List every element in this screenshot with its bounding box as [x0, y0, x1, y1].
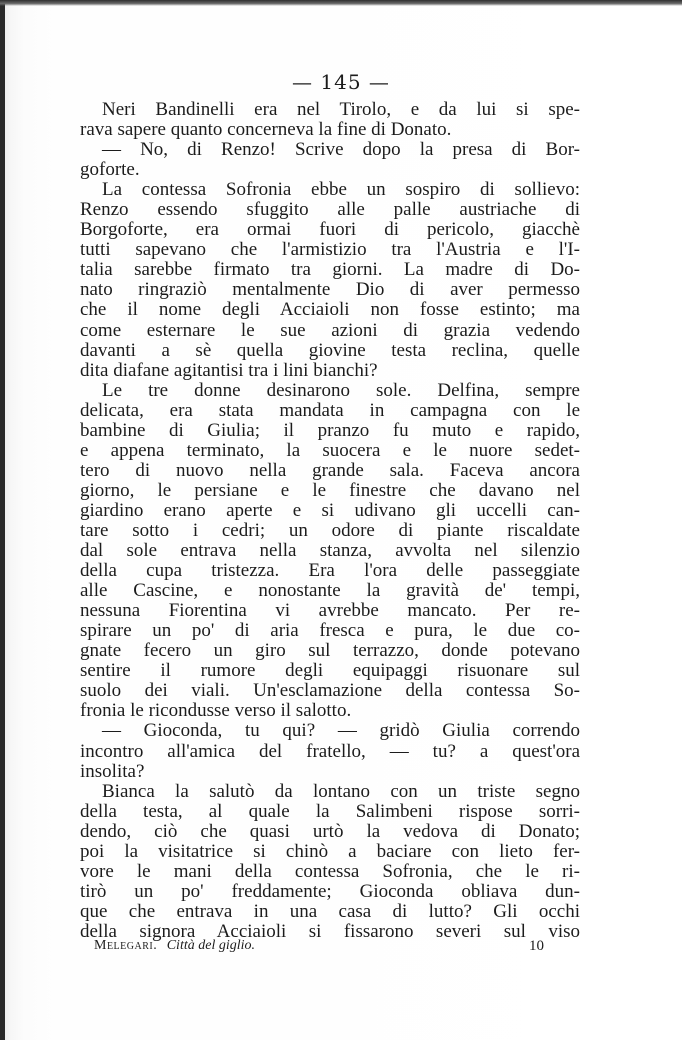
text-line: Borgoforte, era ormai fuori di pericolo, giacchè [80, 219, 580, 241]
text-line: — Gioconda, tu qui? — gridò Giulia correndo [102, 720, 580, 742]
text-line: Neri Bandinelli era nel Tirolo, e da lui si spe- [102, 99, 580, 120]
text-line: dendo, ciò che quasi urtò la vedova di Donato; [80, 820, 580, 842]
text-line: tero di nuovo nella grande sala. Faceva ancora [80, 459, 580, 481]
text-line: dal sole entrava nella stanza, avvolta nel silenzio [80, 540, 580, 562]
text-line: tutti sapevano che l'armistizio tra l'Austria e l'I- [80, 239, 580, 261]
body-text [80, 100, 580, 942]
text-line: come esternare le sue azioni di grazia vedendo [80, 319, 580, 341]
footer-signature-mark: 10 [529, 938, 544, 954]
text-line: Bianca la salutò da lontano con un triste segno [102, 780, 580, 802]
text-line: che il nome degli Acciaioli non fosse estinto; ma [80, 299, 580, 321]
text-line: La contessa Sofronia ebbe un sospiro di sollievo: [102, 179, 580, 201]
text-line: — No, di Renzo! Scrive dopo la presa di Bor- [102, 139, 580, 161]
text-line: bambine di Giulia; il pranzo fu muto e rapido, [80, 419, 580, 441]
page-number: — 145 — [292, 70, 390, 94]
text-line: sentire il rumore degli equipaggi risuonare sul [80, 660, 580, 682]
text-line: gnate fecero un giro sul terrazzo, donde potevano [80, 640, 580, 662]
text-line: della signora Acciaioli si fissarono severi sul viso [80, 920, 580, 942]
text-line: alle Cascine, e nonostante la gravità de' tempi, [80, 580, 580, 602]
text-line: delicata, era stata mandata in campagna con le [80, 399, 580, 421]
text-line: vore le mani della contessa Sofronia, che le ri- [80, 860, 580, 882]
text-line: spirare un po' di aria fresca e pura, le due co- [80, 620, 580, 642]
text-line: e appena terminato, la suocera e le nuore sedet- [80, 439, 580, 461]
text-line: della cupa tristezza. Era l'ora delle passeggiate [80, 560, 580, 582]
text-line: giorno, le persiane e le finestre che davano nel [80, 479, 580, 501]
text-line: suolo dei viali. Un'esclamazione della contessa So- [80, 680, 580, 702]
text-line: goforte. [80, 159, 140, 181]
text-line: que che entrava in una casa di lutto? Gli occhi [80, 900, 580, 922]
text-line: Le tre donne desinarono sole. Delfina, sempre [102, 379, 580, 401]
page-footer [94, 938, 544, 960]
footer-author: Melegari. [94, 938, 158, 953]
text-line: tirò un po' freddamente; Gioconda obliava dun- [80, 880, 580, 902]
footer-book-title: Città del giglio. [166, 938, 255, 953]
text-line: poi la visitatrice si chinò a baciare con lieto fer- [80, 840, 580, 862]
text-line: rava sapere quanto concerneva la fine di Donato. [80, 119, 452, 141]
text-line: tare sotto i cedri; un odore di piante riscaldate [80, 519, 580, 541]
text-line: nessuna Fiorentina vi avrebbe mancato. Per re- [80, 600, 580, 622]
text-line: insolita? [80, 760, 145, 782]
page-scan-edge-left [0, 0, 5, 1040]
text-line: giardino erano aperte e si udivano gli uccelli can- [80, 499, 580, 521]
page-scan-edge-top [0, 0, 682, 6]
text-line: Renzo essendo sfuggito alle palle austriache di [80, 199, 580, 221]
text-line: nato ringraziò mentalmente Dio di aver permesso [80, 279, 580, 301]
text-line: incontro all'amica del fratello, — tu? a quest'ora [80, 740, 580, 762]
text-line: davanti a sè quella giovine testa reclina, quelle [80, 339, 580, 361]
text-line: della testa, al quale la Salimbeni rispose sorri- [80, 800, 580, 822]
text-line: dita diafane agitantisi tra i lini bianchi? [80, 359, 378, 381]
text-line: fronia le ricondusse verso il salotto. [80, 700, 352, 722]
text-line: talia sarebbe firmato tra giorni. La madre di Do- [80, 259, 580, 281]
